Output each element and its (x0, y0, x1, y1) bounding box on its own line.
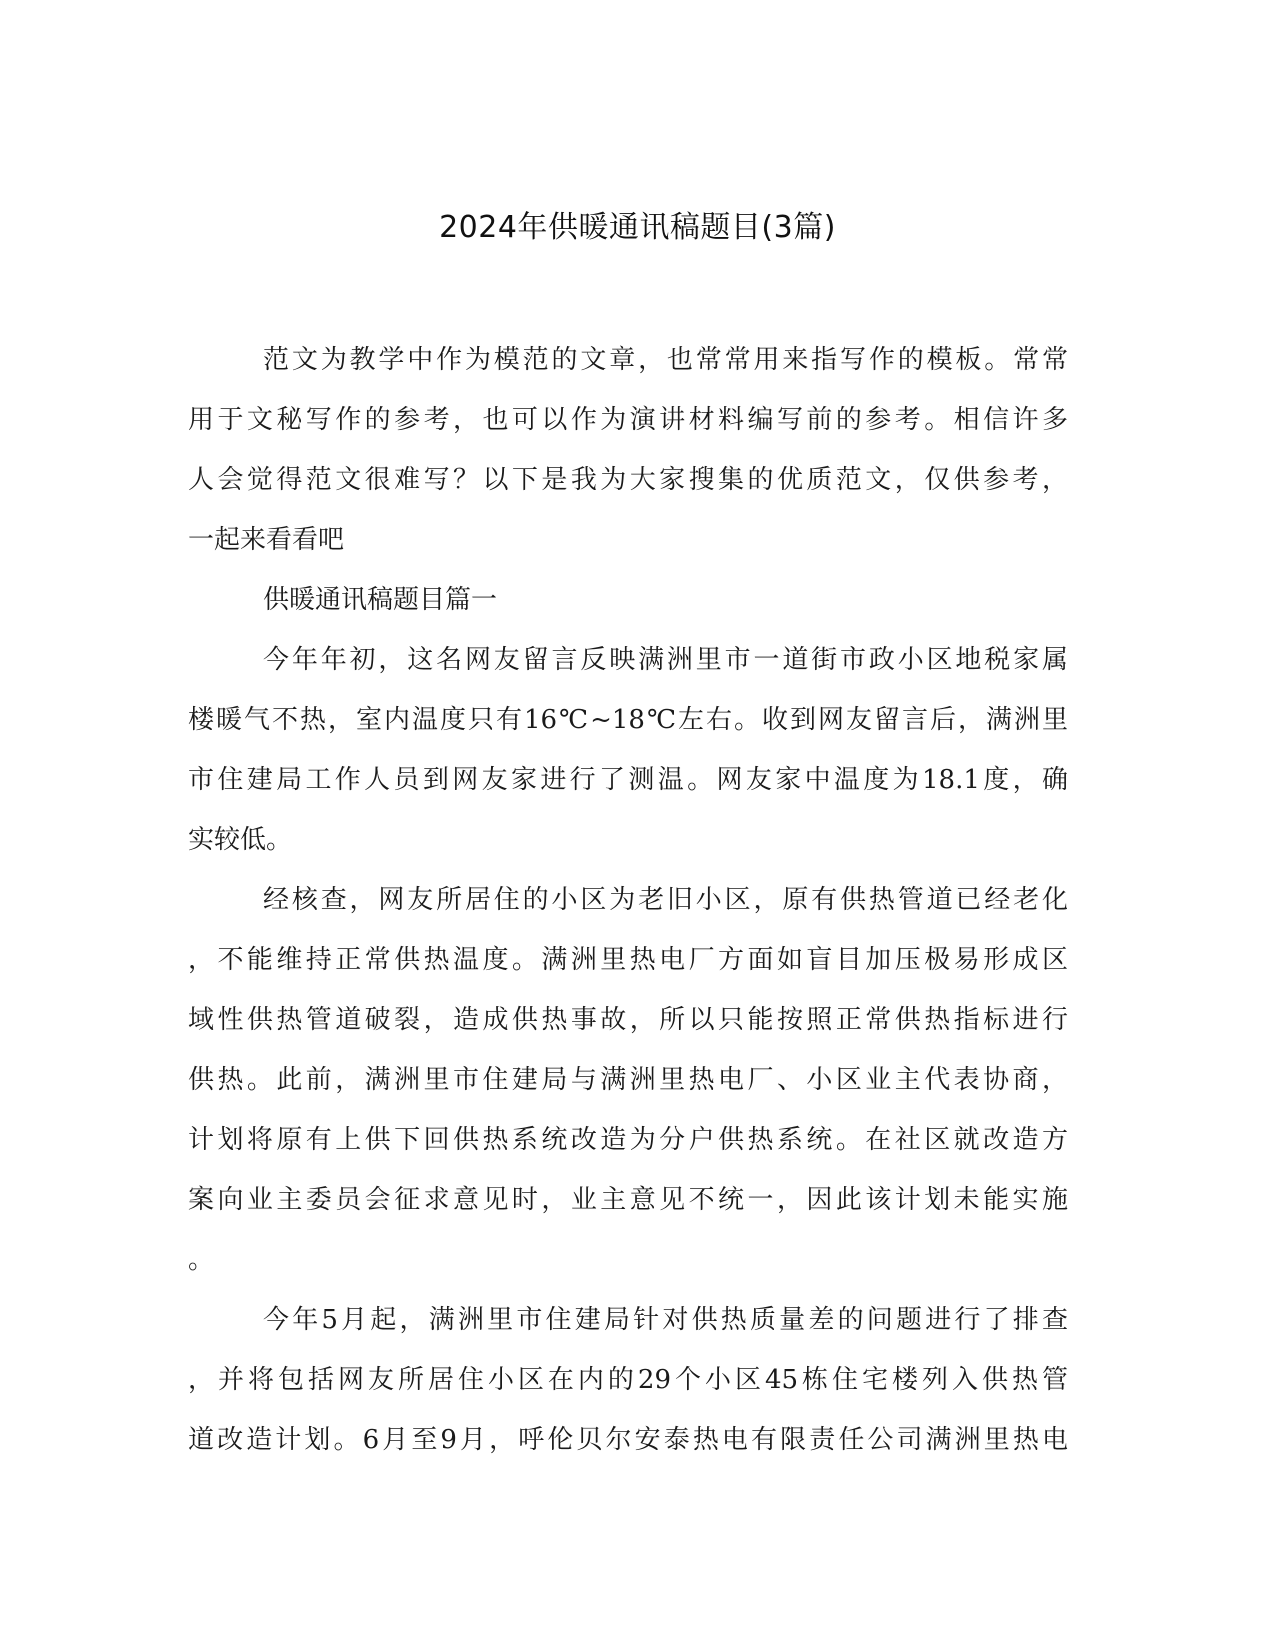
paragraph-line: 范文为教学中作为模范的文章，也常常用来指写作的模板。常常 (263, 345, 1068, 375)
document-title: 2024年供暖通讯稿题目(3篇) (439, 210, 836, 245)
paragraph-line: 计划将原有上供下回供热系统改造为分户供热系统。在社区就改造方 (188, 1125, 1068, 1155)
paragraph-line: 。 (188, 1245, 215, 1275)
section-heading: 供暖通讯稿题目篇一 (263, 585, 498, 615)
paragraph-line: 经核查，网友所居住的小区为老旧小区，原有供热管道已经老化 (263, 885, 1068, 915)
paragraph-line: 域性供热管道破裂，造成供热事故，所以只能按照正常供热指标进行 (188, 1005, 1068, 1035)
paragraph-line: 用于文秘写作的参考，也可以作为演讲材料编写前的参考。相信许多 (188, 405, 1068, 435)
paragraph-line: 市住建局工作人员到网友家进行了测温。网友家中温度为18.1度，确 (188, 765, 1068, 795)
paragraph-line: 今年5月起，满洲里市住建局针对供热质量差的问题进行了排查 (263, 1305, 1068, 1335)
paragraph-line: 供热。此前，满洲里市住建局与满洲里热电厂、小区业主代表协商， (188, 1065, 1068, 1095)
paragraph-line: 实较低。 (188, 825, 293, 855)
paragraph-line: 案向业主委员会征求意见时，业主意见不统一，因此该计划未能实施 (188, 1185, 1068, 1215)
paragraph-line: ，并将包括网友所居住小区在内的29个小区45栋住宅楼列入供热管 (188, 1365, 1068, 1395)
paragraph-line: 道改造计划。6月至9月，呼伦贝尔安泰热电有限责任公司满洲里热电 (188, 1425, 1068, 1455)
paragraph-line: 今年年初，这名网友留言反映满洲里市一道街市政小区地税家属 (263, 645, 1068, 675)
paragraph-line: ，不能维持正常供热温度。满洲里热电厂方面如盲目加压极易形成区 (188, 945, 1068, 975)
paragraph-line: 楼暖气不热，室内温度只有16℃~18℃左右。收到网友留言后，满洲里 (188, 705, 1068, 735)
paragraph-line: 一起来看看吧 (188, 525, 345, 555)
document-body (188, 330, 1068, 1470)
paragraph-line: 人会觉得范文很难写？以下是我为大家搜集的优质范文，仅供参考， (188, 465, 1068, 495)
